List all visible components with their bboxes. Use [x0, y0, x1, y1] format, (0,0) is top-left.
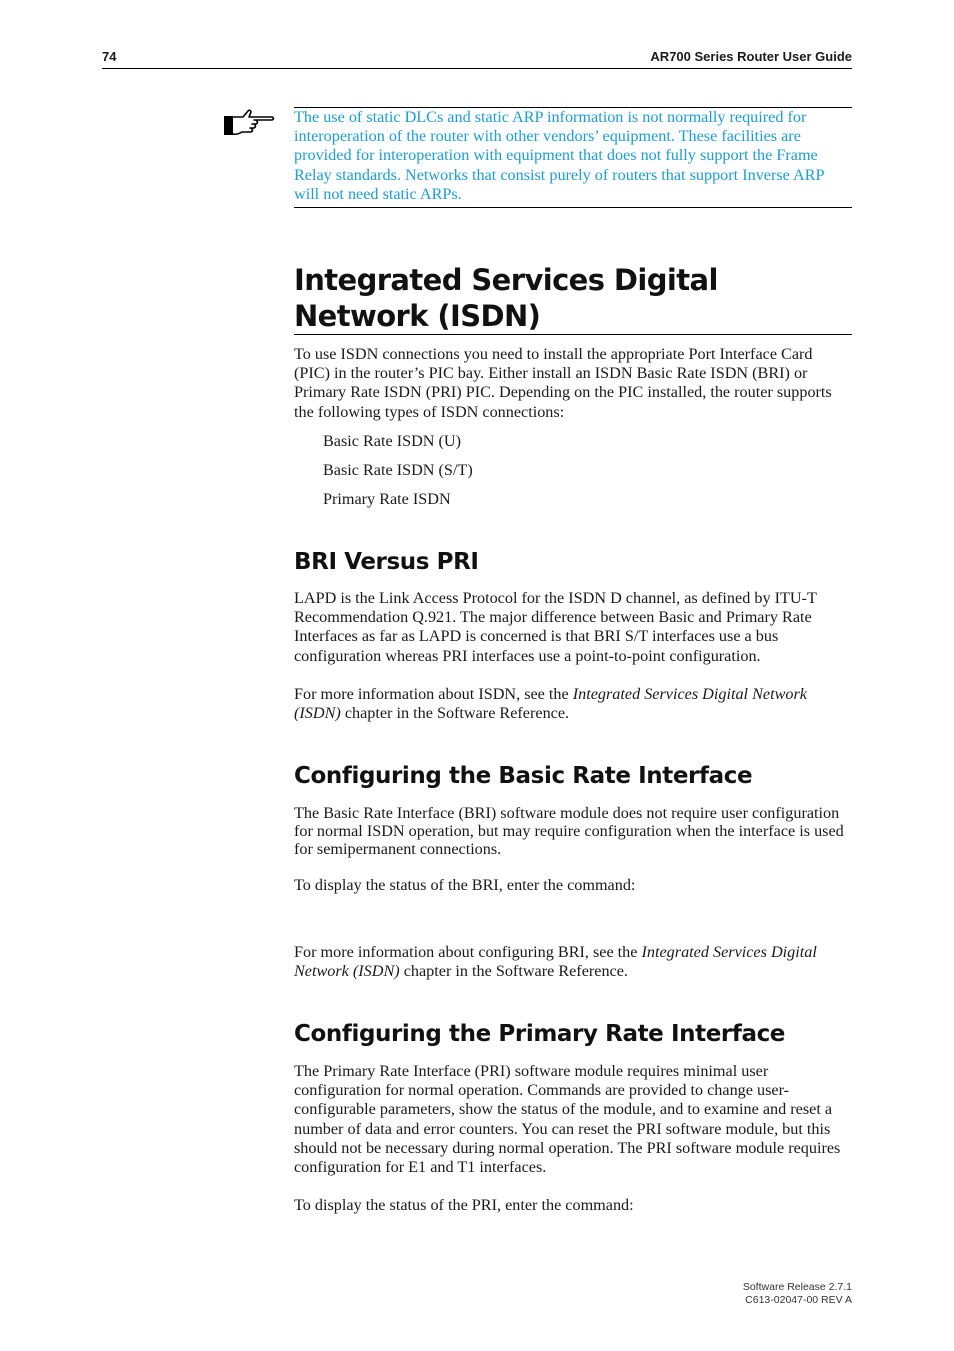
- reference-text: For more information about ISDN, see the: [294, 685, 573, 703]
- footer-release: Software Release 2.7.1: [742, 1281, 852, 1293]
- reference-text: chapter in the Software Reference.: [340, 704, 570, 723]
- bri-status-paragraph: To display the status of the BRI, enter the command:: [294, 876, 636, 894]
- isdn-intro-block: [294, 345, 852, 422]
- note-box: [294, 107, 852, 208]
- running-title: AR700 Series Router User Guide: [650, 49, 852, 64]
- reference-title: Integrated Services Digital Network (ISDN): [294, 685, 807, 723]
- section-heading-isdn: Integrated Services Digital Network (ISDN): [294, 263, 718, 333]
- list-item: Basic Rate ISDN (U): [323, 432, 462, 450]
- footer: [743, 1281, 852, 1306]
- section-heading-basic-rate: Configuring the Basic Rate Interface: [294, 763, 753, 789]
- isdn-reference-paragraph: [294, 685, 852, 723]
- header-rule: [102, 68, 852, 69]
- list-item: Primary Rate ISDN: [323, 490, 451, 508]
- section-heading-primary-rate: Configuring the Primary Rate Interface: [294, 1021, 786, 1047]
- section-heading-bri-versus-pri: BRI Versus PRI: [294, 549, 479, 575]
- primary-rate-block: [294, 1062, 852, 1177]
- basic-rate-block: [294, 804, 852, 858]
- reference-text: chapter in the Software Reference.: [399, 962, 628, 981]
- footer-doc-code: C613-02047-00 REV A: [745, 1293, 852, 1306]
- page-number: 74: [102, 49, 117, 64]
- isdn-intro-paragraph: To use ISDN connections you need to install the appropriate Port Interface Card (PIC) in the router’s PIC bay. Either install an ISDN Basic Rate ISDN (BRI) or Primary Rate ISDN (PRI) PIC. Depending on the PIC installed, the router supports the following types of ISDN connections:: [294, 345, 832, 421]
- pointing-hand-icon: [222, 108, 276, 138]
- heading-rule: [294, 334, 852, 335]
- bri-reference-block: [294, 943, 852, 981]
- reference-title: Integrated Services Digital Network (ISDN): [294, 943, 817, 981]
- bri-reference-paragraph: [294, 943, 852, 981]
- pri-status-block: [294, 1196, 852, 1215]
- bri-vs-pri-block: [294, 589, 852, 666]
- pri-status-paragraph: To display the status of the PRI, enter the command:: [294, 1196, 634, 1214]
- isdn-reference-block: [294, 685, 852, 723]
- basic-rate-paragraph: The Basic Rate Interface (BRI) software module does not require user configuration for normal ISDN operation, but may require configuration when the interface is used for semipermanent connections.: [294, 804, 844, 858]
- note-text: The use of static DLCs and static ARP information is not normally required for interoperation of the router with other vendors’ equipment. These facilities are provided for interoperation with equipment that does not fully support the Frame Relay standards. Networks that consist purely of routers that support Inverse ARP will not need static ARPs.: [294, 108, 824, 203]
- bri-vs-pri-paragraph: LAPD is the Link Access Protocol for the ISDN D channel, as defined by ITU-T Recommendation Q.921. The major difference between Basic and Primary Rate Interfaces as far as LAPD is concerned is that BRI S/T interfaces use a bus configuration whereas PRI interfaces use a point-to-point configuration.: [294, 589, 817, 665]
- list-item: Basic Rate ISDN (S/T): [323, 461, 473, 479]
- primary-rate-paragraph: The Primary Rate Interface (PRI) software module requires minimal user configuration for normal operation. Commands are provided to change user-configurable parameters, show the status of the module, and to examine and reset a number of data and error counters. You can reset the PRI software module, but this should not be necessary during normal operation. The PRI software module requires configuration for E1 and T1 interfaces.: [294, 1062, 841, 1177]
- bri-status-block: [294, 876, 852, 895]
- reference-text: For more information about configuring BRI, see the: [294, 943, 642, 961]
